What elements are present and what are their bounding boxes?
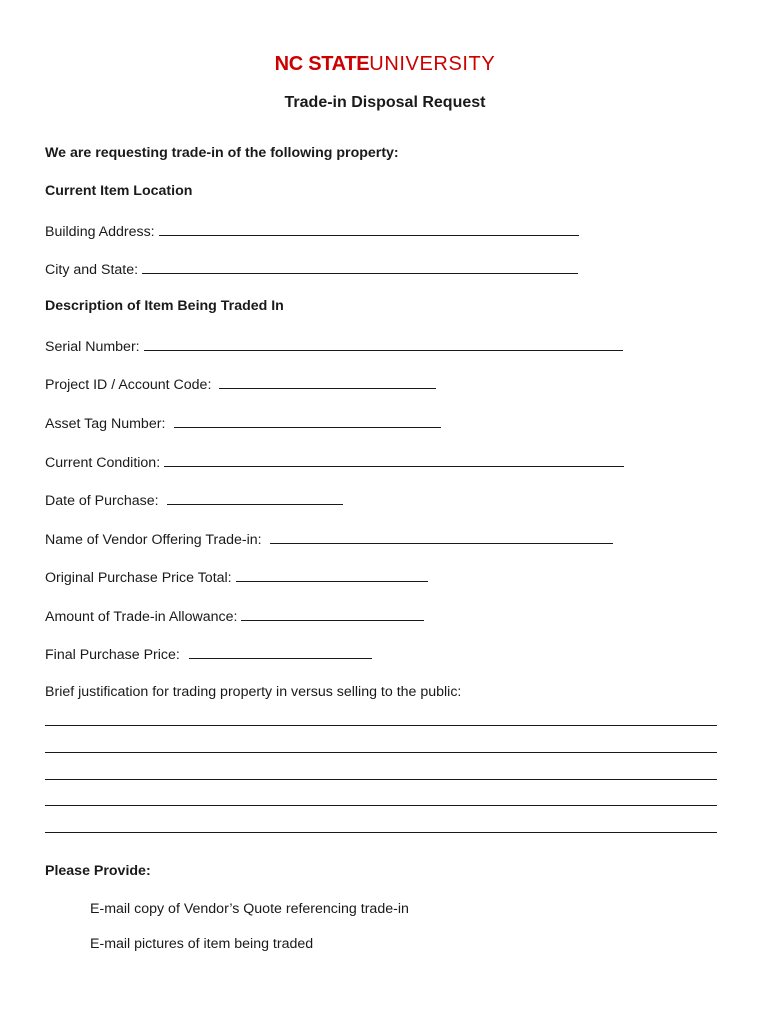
- original-price-label: Original Purchase Price Total:: [45, 570, 232, 586]
- vendor-name-field[interactable]: [270, 529, 613, 544]
- section-heading-description: Description of Item Being Traded In: [45, 298, 284, 314]
- logo-bold-text: NC STATE: [274, 53, 370, 75]
- original-price-field[interactable]: [236, 567, 428, 582]
- current-condition-field[interactable]: [164, 452, 624, 467]
- city-state-field[interactable]: [142, 259, 578, 274]
- vendor-name-row: [45, 529, 613, 549]
- justification-line-3[interactable]: [45, 779, 717, 780]
- please-provide-heading: Please Provide:: [45, 863, 151, 879]
- original-price-row: [45, 567, 428, 587]
- serial-number-label: Serial Number:: [45, 339, 140, 355]
- section-heading-location: Current Item Location: [45, 183, 193, 199]
- current-condition-row: [45, 452, 624, 472]
- justification-line-4[interactable]: [45, 805, 717, 806]
- date-of-purchase-field[interactable]: [167, 490, 343, 505]
- trade-in-allowance-field[interactable]: [241, 606, 424, 621]
- justification-line-5[interactable]: [45, 832, 717, 833]
- trade-in-allowance-row: [45, 606, 424, 626]
- project-id-label: Project ID / Account Code:: [45, 377, 212, 393]
- project-id-field[interactable]: [219, 374, 436, 389]
- building-address-row: [45, 221, 579, 241]
- current-condition-label: Current Condition:: [45, 455, 161, 471]
- final-price-row: [45, 644, 372, 664]
- logo-light-text: UNIVERSITY: [369, 53, 496, 75]
- city-state-row: [45, 259, 578, 279]
- trade-in-allowance-label: Amount of Trade-in Allowance:: [45, 609, 238, 625]
- provide-item-quote: E-mail copy of Vendor’s Quote referencing trade-in: [90, 901, 409, 917]
- justification-label: Brief justification for trading property in versus selling to the public:: [45, 684, 462, 700]
- date-of-purchase-label: Date of Purchase:: [45, 493, 159, 509]
- asset-tag-row: [45, 413, 441, 433]
- vendor-name-label: Name of Vendor Offering Trade-in:: [45, 532, 262, 548]
- final-price-field[interactable]: [189, 644, 372, 659]
- project-id-row: [45, 374, 436, 394]
- building-address-label: Building Address:: [45, 224, 155, 240]
- building-address-field[interactable]: [159, 221, 579, 236]
- provide-item-pictures: E-mail pictures of item being traded: [90, 936, 314, 952]
- asset-tag-field[interactable]: [174, 413, 441, 428]
- final-price-label: Final Purchase Price:: [45, 647, 180, 663]
- university-logo: [0, 52, 770, 76]
- date-of-purchase-row: [45, 490, 343, 510]
- intro-text: We are requesting trade-in of the following property:: [45, 145, 399, 161]
- justification-line-1[interactable]: [45, 725, 717, 726]
- justification-line-2[interactable]: [45, 752, 717, 753]
- serial-number-row: [45, 336, 623, 356]
- city-state-label: City and State:: [45, 262, 139, 278]
- asset-tag-label: Asset Tag Number:: [45, 416, 166, 432]
- page-title: Trade-in Disposal Request: [284, 94, 486, 111]
- serial-number-field[interactable]: [144, 336, 623, 351]
